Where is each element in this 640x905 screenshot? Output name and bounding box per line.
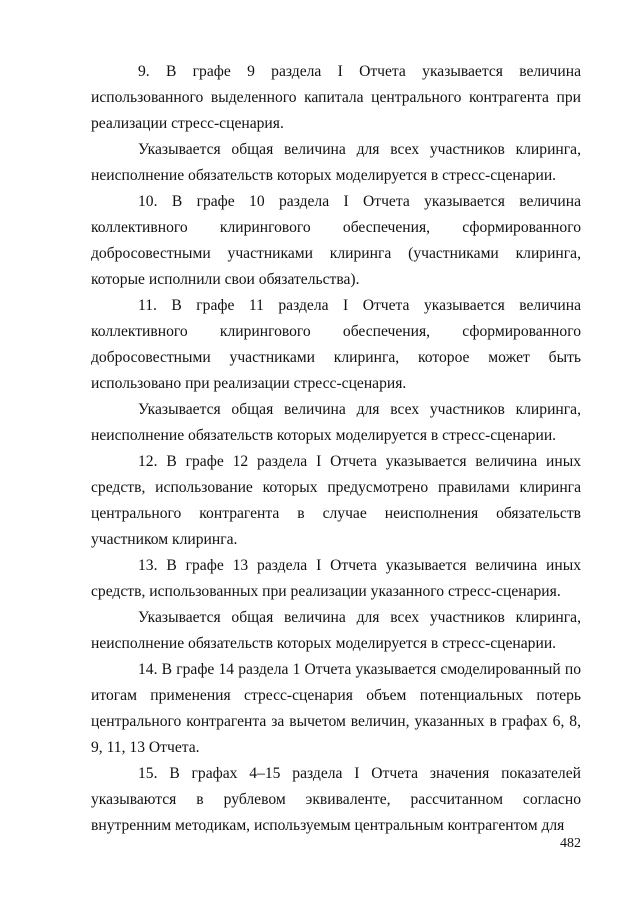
paragraph-11: 11. В графе 11 раздела I Отчета указывается величина коллективного клирингового обеспечения, сформированного добросовестными участниками клиринга, которое может быть использовано при реализации стресс-сценария. (91, 297, 581, 392)
paragraph-9: 9. В графе 9 раздела I Отчета указывается величина использованного выделенного капитала центрального контрагента при реализации стресс-сценария. (91, 63, 581, 132)
paragraph-13: 13. В графе 13 раздела I Отчета указывается величина иных средств, использованных при реализации указанного стресс-сценария. (91, 557, 581, 600)
paragraph-13-note: Указывается общая величина для всех участников клиринга, неисполнение обязательств которых моделируется в стресс-сценарии. (91, 609, 581, 652)
document-page (91, 59, 581, 839)
paragraph-14: 14. В графе 14 раздела 1 Отчета указывается смоделированный по итогам применения стресс-сценария объем потенциальных потерь центрального контрагента за вычетом величин, указанных в графах 6, 8, 9, 11, 13 Отчета. (91, 661, 581, 756)
paragraph-15: 15. В графах 4–15 раздела I Отчета значения показателей указываются в рублевом эквиваленте, рассчитанном согласно внутренним методикам, используемым центральным контрагентом для (91, 765, 581, 834)
page-number: 482 (560, 836, 581, 851)
paragraph-12: 12. В графе 12 раздела I Отчета указывается величина иных средств, использование которых предусмотрено правилами клиринга центрального контрагента в случае неисполнения обязательств участником клиринга. (91, 453, 581, 548)
paragraph-10: 10. В графе 10 раздела I Отчета указывается величина коллективного клирингового обеспечения, сформированного добросовестными участниками клиринга (участниками клиринга, которые исполнили свои обязательства). (91, 193, 581, 288)
paragraph-11-note: Указывается общая величина для всех участников клиринга, неисполнение обязательств которых моделируется в стресс-сценарии. (91, 401, 581, 444)
paragraph-9-note: Указывается общая величина для всех участников клиринга, неисполнение обязательств которых моделируется в стресс-сценарии. (91, 141, 581, 184)
